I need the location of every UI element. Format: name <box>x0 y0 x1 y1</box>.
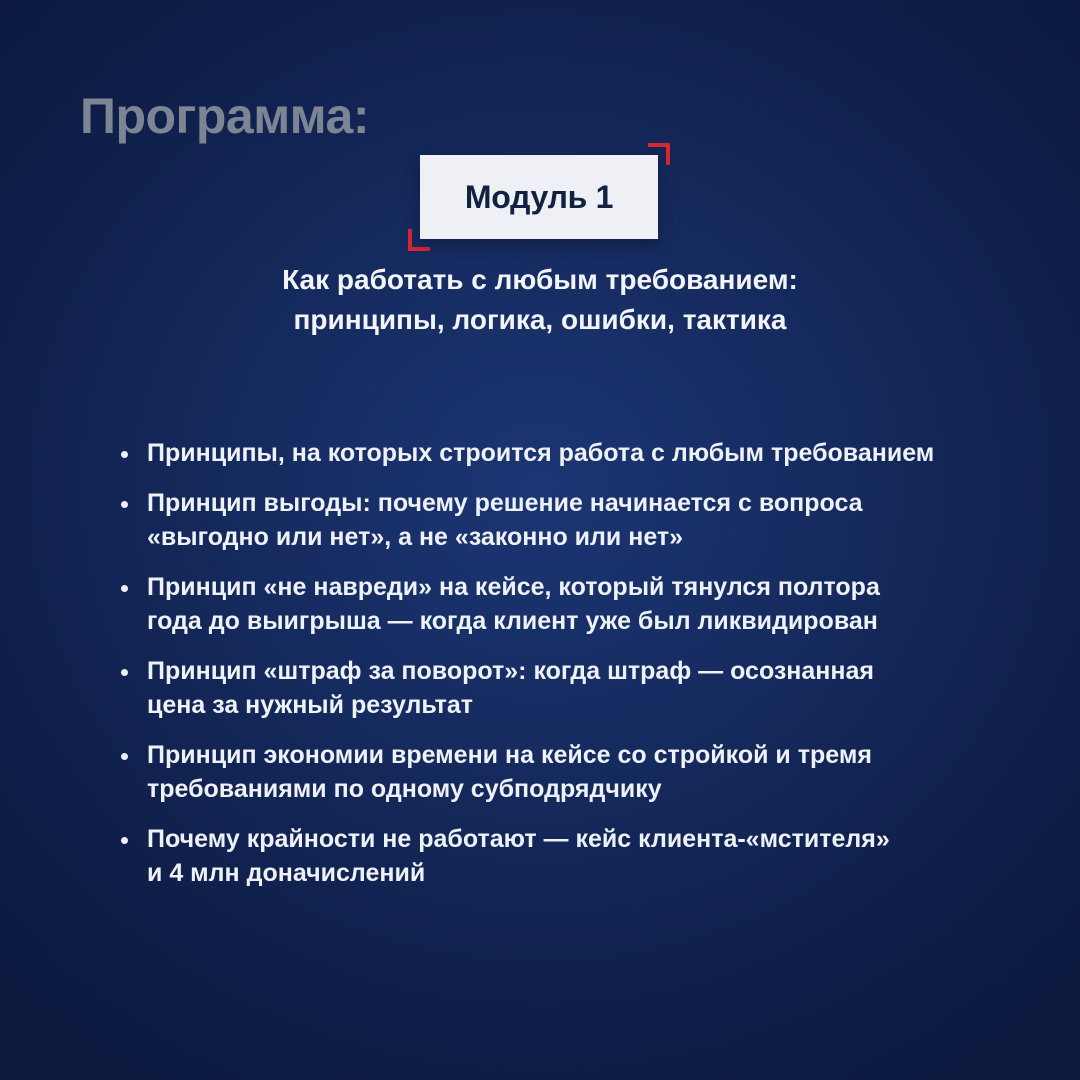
module-title-line: Как работать с любым требованием: <box>282 264 798 295</box>
topic-text: Принцип экономии времени на кейсе со стройкой и тремя <box>147 741 872 769</box>
topic-text: Принципы, на которых строится работа с любым требованием <box>147 439 935 467</box>
topic-item <box>118 570 1018 638</box>
bullet-icon <box>121 451 128 458</box>
topics-list <box>118 436 1018 906</box>
topic-text: «выгодно или нет», а не «законно или нет» <box>147 523 684 551</box>
topic-text: Почему крайности не работают — кейс клиента-«мстителя» <box>147 825 890 853</box>
topic-text: цена за нужный результат <box>147 691 473 719</box>
topic-text: и 4 млн доначислений <box>147 859 426 887</box>
bullet-icon <box>121 585 128 592</box>
module-title-line: принципы, логика, ошибки, тактика <box>293 304 787 335</box>
topic-item <box>118 486 1018 554</box>
module-badge <box>408 143 670 251</box>
topic-text: года до выигрыша — когда клиент уже был ликвидирован <box>147 607 878 635</box>
topic-text: Принцип выгоды: почему решение начинается с вопроса <box>147 489 863 517</box>
module-label-box <box>420 155 658 239</box>
bullet-icon <box>121 669 128 676</box>
topic-item <box>118 738 1018 806</box>
module-title <box>90 260 990 340</box>
module-label: Модуль 1 <box>464 178 614 215</box>
bullet-icon <box>121 837 128 844</box>
topic-text: Принцип «штраф за поворот»: когда штраф — осознанная <box>147 657 875 685</box>
bullet-icon <box>121 501 128 508</box>
page-title: Программа: <box>80 88 369 144</box>
bullet-icon <box>121 753 128 760</box>
topic-text: Принцип «не навреди» на кейсе, который тянулся полтора <box>147 573 880 601</box>
topic-item <box>118 436 1018 470</box>
topic-item <box>118 654 1018 722</box>
topic-text: требованиями по одному субподрядчику <box>147 775 662 803</box>
topic-item <box>118 822 1018 890</box>
